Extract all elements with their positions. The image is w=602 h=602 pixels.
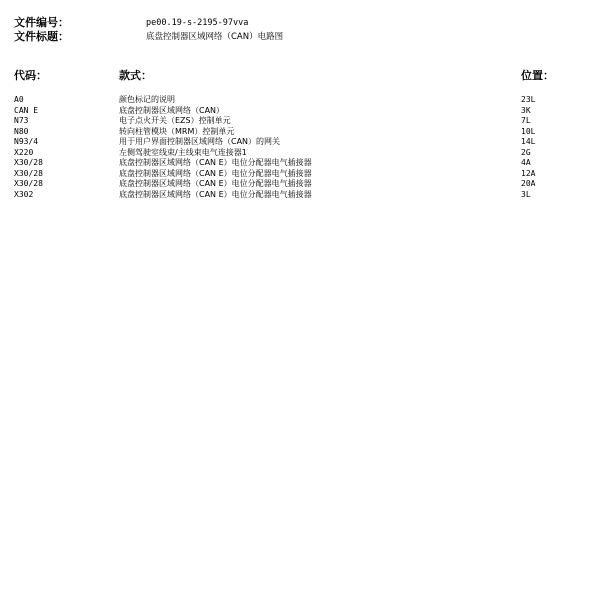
row-code: A0 [14,95,24,104]
row-position: 3L [521,189,531,199]
row-code: X302 [14,189,34,199]
row-description: 底盘控制器区域网络（CAN E）电位分配器电气插接器 [119,179,312,188]
table-row [0,137,602,148]
column-header-position: 位置： [521,69,554,82]
row-position: 14L [521,137,536,146]
row-description: 颜色标记的说明 [119,95,175,104]
table-row [0,158,602,169]
row-description: 底盘控制器区域网络（CAN） [119,105,225,115]
component-list [0,95,602,200]
table-row [0,169,602,180]
row-position: 4A [521,158,531,167]
row-position: 7L [521,116,531,125]
row-position: 10L [521,126,536,136]
document-number-label: 文件编号： [14,16,69,29]
row-position: 2G [521,147,531,157]
table-row [0,95,602,106]
table-row [0,106,602,117]
row-code: X30/28 [14,168,43,178]
row-code: X30/28 [14,179,43,188]
row-code: N80 [14,126,29,136]
table-row [0,116,602,127]
row-description: 左侧驾驶室线束/主线束电气连接器1 [119,147,247,157]
row-code: CAN E [14,105,39,115]
document-title-value: 底盘控制器区域网络（CAN）电路图 [146,32,284,42]
column-header-description: 款式： [119,69,152,82]
row-description: 底盘控制器区域网络（CAN E）电位分配器电气插接器 [119,168,312,178]
column-header-code: 代码： [14,69,47,82]
document-title-label: 文件标题： [14,30,69,43]
table-row [0,179,602,190]
row-description: 用于用户界面控制器区域网络（CAN）的网关 [119,137,281,146]
row-position: 23L [521,95,536,104]
document-number-value: pe00.19-s-2195-97vva [146,18,249,28]
table-row [0,190,602,201]
row-description: 底盘控制器区域网络（CAN E）电位分配器电气插接器 [119,158,312,167]
table-row [0,148,602,159]
row-position: 12A [521,168,536,178]
row-code: X220 [14,147,34,157]
row-description: 转向柱管模块（MRM）控制单元 [119,126,235,136]
row-description: 底盘控制器区域网络（CAN E）电位分配器电气插接器 [119,189,312,199]
row-code: N93/4 [14,137,39,146]
row-code: X30/28 [14,158,43,167]
row-description: 电子点火开关（EZS）控制单元 [119,116,231,125]
row-position: 3K [521,105,531,115]
row-code: N73 [14,116,29,125]
table-row [0,127,602,138]
row-position: 20A [521,179,536,188]
